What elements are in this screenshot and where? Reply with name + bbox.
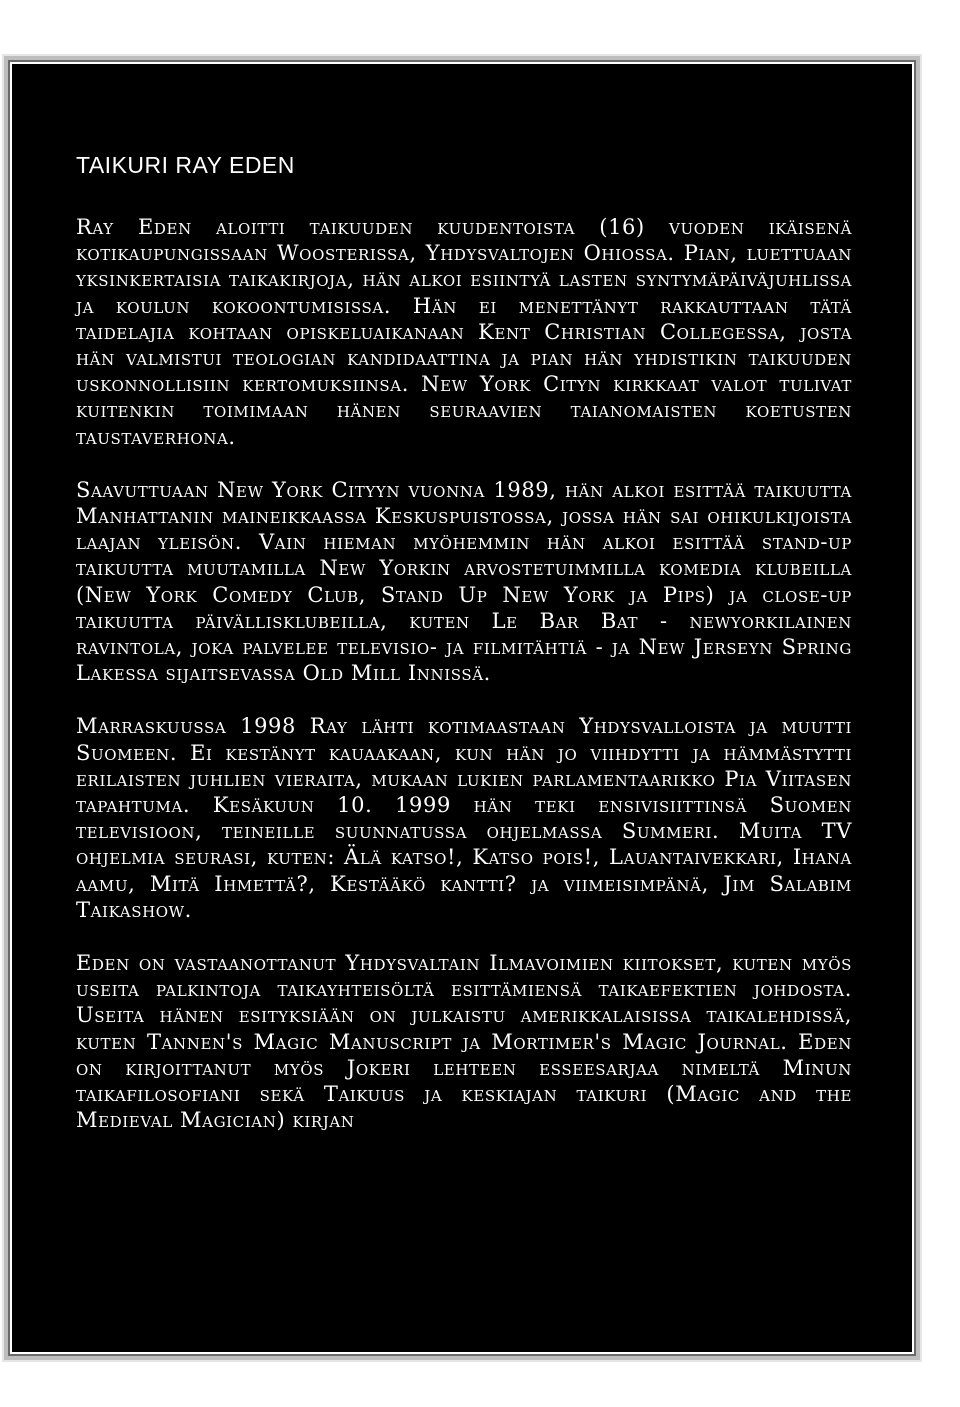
paragraph-1: Ray Eden aloitti taikuuden kuudentoista (16) vuoden ikäisenä kotikaupungissaan Woosterissa, Yhdysvaltojen Ohiossa. Pian, luettuaan yksinkertaisia taikakirjoja, hän alkoi esiintyä lasten syntymäpäiväjuhlissa ja koulun kokoontumisissa. Hän ei menettänyt rakkauttaan tätä taidelajia kohtaan opiskeluaikanaan Kent Christian Collegessa, josta hän valmistui teologian kandidaattina ja pian hän yhdistikin taikuuden uskonnollisiin kertomuksiinsa. New York Cityn kirkkaat valot tulivat kuitenkin toimimaan hänen seuraavien taianomaisten koetusten taustaverhona. <box>76 215 852 449</box>
paragraph-4: Eden on vastaanottanut Yhdysvaltain Ilmavoimien kiitokset, kuten myös useita palkintoja taikayhteisöltä esittämiensä taikaefektien johdosta. Useita hänen esityksiään on julkaistu amerikkalaisissa taikalehdissä, kuten Tannen's Magic Manuscript ja Mortimer's Magic Journal. Eden on kirjoittanut myös Jokeri lehteen esseesarjaa nimeltä Minun taikafilosofiani sekä Taikuus ja keskiajan taikuri (Magic and the Medieval Magician) kirjan <box>76 951 852 1133</box>
paragraph-3: Marraskuussa 1998 Ray lähti kotimaastaan Yhdysvalloista ja muutti Suomeen. Ei kestänyt kauaakaan, kun hän jo viihdytti ja hämmästytti erilaisten juhlien vieraita, mukaan lukien parlamentaarikko Pia Viitasen tapahtuma. Kesäkuun 10. 1999 hän teki ensivisiittinsä Suomen televisioon, teineille suunnatussa ohjelmassa Summeri. Muita TV ohjelmia seurasi, kuten: Älä katso!, Katso pois!, Lauantaivekkari, Ihana aamu, Mitä Ihmettä?, Kestääkö kantti? ja viimeisimpänä, Jim Salabim Taikashow. <box>76 714 852 922</box>
paragraph-2: Saavuttuaan New York Cityyn vuonna 1989, hän alkoi esittää taikuutta Manhattanin maineikkaassa Keskuspuistossa, jossa hän sai ohikulkijoista laajan yleisön. Vain hieman myöhemmin hän alkoi esittää stand-up taikuutta muutamilla New Yorkin arvostetuimmilla komedia klubeilla (New York Comedy Club, Stand Up New York ja Pips) ja close-up taikuutta päivällisklubeilla, kuten Le Bar Bat - newyorkilainen ravintola, joka palvelee televisio- ja filmitähtiä - ja New Jerseyn Spring Lakessa sijaitsevassa Old Mill Innissä. <box>76 477 852 686</box>
page-title: TAIKURI RAY EDEN <box>76 152 295 178</box>
document-content <box>76 150 852 1161</box>
